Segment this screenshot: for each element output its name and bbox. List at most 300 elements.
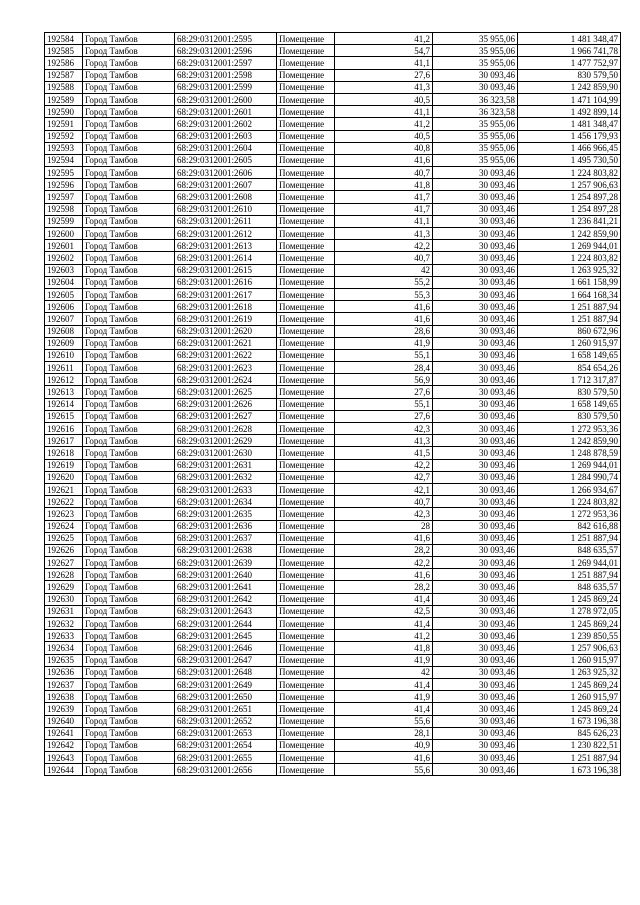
cadastral-value-cell: 1 257 906,63: [518, 642, 621, 654]
table-row: [45, 93, 621, 105]
object-type-cell: Помещение: [277, 33, 335, 45]
district-cell: Город Тамбов: [83, 374, 175, 386]
area-cell: 55,1: [335, 398, 433, 410]
object-type-cell: Помещение: [277, 179, 335, 191]
district-cell: Город Тамбов: [83, 654, 175, 666]
table-row: [45, 264, 621, 276]
row-number-cell: 192628: [45, 569, 83, 581]
cadastral-value-cell: 1 492 899,14: [518, 106, 621, 118]
row-number-cell: 192635: [45, 654, 83, 666]
area-cell: 28: [335, 520, 433, 532]
table-row: [45, 81, 621, 93]
district-cell: Город Тамбов: [83, 703, 175, 715]
table-row: [45, 764, 621, 776]
district-cell: Город Тамбов: [83, 630, 175, 642]
cadastral-number-cell: 68:29:0312001:2599: [175, 81, 277, 93]
table-row: [45, 630, 621, 642]
cadastral-number-cell: 68:29:0312001:2610: [175, 203, 277, 215]
table-row: [45, 130, 621, 142]
table-row: [45, 228, 621, 240]
area-cell: 28,2: [335, 581, 433, 593]
area-cell: 28,2: [335, 544, 433, 556]
district-cell: Город Тамбов: [83, 154, 175, 166]
table-body: [45, 33, 621, 776]
cadastral-value-cell: 848 635,57: [518, 544, 621, 556]
cadastral-number-cell: 68:29:0312001:2600: [175, 93, 277, 105]
row-number-cell: 192643: [45, 752, 83, 764]
district-cell: Город Тамбов: [83, 459, 175, 471]
table-row: [45, 459, 621, 471]
row-number-cell: 192590: [45, 106, 83, 118]
district-cell: Город Тамбов: [83, 191, 175, 203]
table-row: [45, 447, 621, 459]
table-row: [45, 508, 621, 520]
object-type-cell: Помещение: [277, 666, 335, 678]
area-cell: 41,4: [335, 618, 433, 630]
area-cell: 41,1: [335, 106, 433, 118]
district-cell: Город Тамбов: [83, 581, 175, 593]
table-row: [45, 179, 621, 191]
object-type-cell: Помещение: [277, 374, 335, 386]
cadastral-number-cell: 68:29:0312001:2645: [175, 630, 277, 642]
specific-value-cell: 30 093,46: [433, 678, 518, 690]
table-row: [45, 203, 621, 215]
area-cell: 41,3: [335, 81, 433, 93]
object-type-cell: Помещение: [277, 386, 335, 398]
row-number-cell: 192642: [45, 739, 83, 751]
area-cell: 54,7: [335, 45, 433, 57]
cadastral-number-cell: 68:29:0312001:2621: [175, 337, 277, 349]
cadastral-number-cell: 68:29:0312001:2614: [175, 252, 277, 264]
cadastral-number-cell: 68:29:0312001:2631: [175, 459, 277, 471]
district-cell: Город Тамбов: [83, 106, 175, 118]
area-cell: 41,6: [335, 569, 433, 581]
row-number-cell: 192587: [45, 69, 83, 81]
area-cell: 41,8: [335, 642, 433, 654]
object-type-cell: Помещение: [277, 423, 335, 435]
specific-value-cell: 30 093,46: [433, 764, 518, 776]
district-cell: Город Тамбов: [83, 69, 175, 81]
area-cell: 27,6: [335, 69, 433, 81]
table-row: [45, 618, 621, 630]
district-cell: Город Тамбов: [83, 678, 175, 690]
cadastral-number-cell: 68:29:0312001:2617: [175, 288, 277, 300]
district-cell: Город Тамбов: [83, 642, 175, 654]
area-cell: 55,6: [335, 764, 433, 776]
district-cell: Город Тамбов: [83, 264, 175, 276]
row-number-cell: 192637: [45, 678, 83, 690]
cadastral-number-cell: 68:29:0312001:2637: [175, 532, 277, 544]
cadastral-value-cell: 1 481 348,47: [518, 33, 621, 45]
object-type-cell: Помещение: [277, 618, 335, 630]
district-cell: Город Тамбов: [83, 228, 175, 240]
district-cell: Город Тамбов: [83, 130, 175, 142]
object-type-cell: Помещение: [277, 191, 335, 203]
table-row: [45, 288, 621, 300]
cadastral-value-cell: 1 251 887,94: [518, 569, 621, 581]
district-cell: Город Тамбов: [83, 337, 175, 349]
table-row: [45, 69, 621, 81]
object-type-cell: Помещение: [277, 593, 335, 605]
table-row: [45, 423, 621, 435]
specific-value-cell: 30 093,46: [433, 374, 518, 386]
cadastral-number-cell: 68:29:0312001:2654: [175, 739, 277, 751]
cadastral-number-cell: 68:29:0312001:2638: [175, 544, 277, 556]
object-type-cell: Помещение: [277, 471, 335, 483]
table-row: [45, 374, 621, 386]
object-type-cell: Помещение: [277, 410, 335, 422]
cadastral-value-cell: 1 471 104,99: [518, 93, 621, 105]
object-type-cell: Помещение: [277, 459, 335, 471]
cadastral-value-cell: 1 230 822,51: [518, 739, 621, 751]
table-row: [45, 678, 621, 690]
cadastral-value-cell: 1 251 887,94: [518, 301, 621, 313]
area-cell: 56,9: [335, 374, 433, 386]
row-number-cell: 192605: [45, 288, 83, 300]
district-cell: Город Тамбов: [83, 45, 175, 57]
object-type-cell: Помещение: [277, 45, 335, 57]
table-row: [45, 435, 621, 447]
district-cell: Город Тамбов: [83, 142, 175, 154]
cadastral-number-cell: 68:29:0312001:2648: [175, 666, 277, 678]
cadastral-value-cell: 1 245 869,24: [518, 703, 621, 715]
row-number-cell: 192597: [45, 191, 83, 203]
table-row: [45, 569, 621, 581]
row-number-cell: 192633: [45, 630, 83, 642]
area-cell: 41,6: [335, 154, 433, 166]
row-number-cell: 192584: [45, 33, 83, 45]
specific-value-cell: 30 093,46: [433, 459, 518, 471]
row-number-cell: 192641: [45, 727, 83, 739]
row-number-cell: 192586: [45, 57, 83, 69]
district-cell: Город Тамбов: [83, 118, 175, 130]
specific-value-cell: 30 093,46: [433, 337, 518, 349]
area-cell: 41,6: [335, 313, 433, 325]
area-cell: 41,1: [335, 57, 433, 69]
row-number-cell: 192599: [45, 215, 83, 227]
cadastral-value-cell: 1 260 915,97: [518, 654, 621, 666]
cadastral-value-cell: 1 658 149,65: [518, 398, 621, 410]
district-cell: Город Тамбов: [83, 764, 175, 776]
row-number-cell: 192616: [45, 423, 83, 435]
object-type-cell: Помещение: [277, 301, 335, 313]
cadastral-number-cell: 68:29:0312001:2616: [175, 276, 277, 288]
cadastral-number-cell: 68:29:0312001:2628: [175, 423, 277, 435]
cadastral-number-cell: 68:29:0312001:2644: [175, 618, 277, 630]
object-type-cell: Помещение: [277, 228, 335, 240]
district-cell: Город Тамбов: [83, 167, 175, 179]
object-type-cell: Помещение: [277, 447, 335, 459]
district-cell: Город Тамбов: [83, 57, 175, 69]
cadastral-number-cell: 68:29:0312001:2640: [175, 569, 277, 581]
cadastral-number-cell: 68:29:0312001:2656: [175, 764, 277, 776]
row-number-cell: 192585: [45, 45, 83, 57]
cadastral-number-cell: 68:29:0312001:2596: [175, 45, 277, 57]
row-number-cell: 192620: [45, 471, 83, 483]
cadastral-number-cell: 68:29:0312001:2636: [175, 520, 277, 532]
row-number-cell: 192609: [45, 337, 83, 349]
cadastral-number-cell: 68:29:0312001:2605: [175, 154, 277, 166]
row-number-cell: 192626: [45, 544, 83, 556]
area-cell: 27,6: [335, 410, 433, 422]
specific-value-cell: 30 093,46: [433, 544, 518, 556]
cadastral-value-cell: 1 254 897,28: [518, 203, 621, 215]
cadastral-value-cell: 830 579,50: [518, 69, 621, 81]
cadastral-value-cell: 1 673 196,38: [518, 764, 621, 776]
cadastral-number-cell: 68:29:0312001:2595: [175, 33, 277, 45]
district-cell: Город Тамбов: [83, 423, 175, 435]
cadastral-value-cell: 1 263 925,32: [518, 666, 621, 678]
district-cell: Город Тамбов: [83, 715, 175, 727]
specific-value-cell: 30 093,46: [433, 362, 518, 374]
table-row: [45, 483, 621, 495]
row-number-cell: 192618: [45, 447, 83, 459]
table-row: [45, 142, 621, 154]
object-type-cell: Помещение: [277, 57, 335, 69]
cadastral-value-cell: 1 272 953,36: [518, 508, 621, 520]
table-row: [45, 727, 621, 739]
specific-value-cell: 30 093,46: [433, 191, 518, 203]
cadastral-value-cell: 1 263 925,32: [518, 264, 621, 276]
cadastral-value-cell: 1 278 972,05: [518, 605, 621, 617]
specific-value-cell: 30 093,46: [433, 203, 518, 215]
specific-value-cell: 35 955,06: [433, 45, 518, 57]
specific-value-cell: 30 093,46: [433, 520, 518, 532]
specific-value-cell: 30 093,46: [433, 423, 518, 435]
specific-value-cell: 30 093,46: [433, 276, 518, 288]
specific-value-cell: 30 093,46: [433, 410, 518, 422]
row-number-cell: 192610: [45, 349, 83, 361]
cadastral-value-cell: 1 236 841,21: [518, 215, 621, 227]
area-cell: 41,9: [335, 654, 433, 666]
specific-value-cell: 30 093,46: [433, 703, 518, 715]
district-cell: Город Тамбов: [83, 508, 175, 520]
area-cell: 40,7: [335, 252, 433, 264]
row-number-cell: 192627: [45, 557, 83, 569]
cadastral-value-cell: 1 658 149,65: [518, 349, 621, 361]
area-cell: 42,7: [335, 471, 433, 483]
object-type-cell: Помещение: [277, 557, 335, 569]
area-cell: 55,6: [335, 715, 433, 727]
specific-value-cell: 30 093,46: [433, 581, 518, 593]
district-cell: Город Тамбов: [83, 618, 175, 630]
area-cell: 40,7: [335, 496, 433, 508]
object-type-cell: Помещение: [277, 203, 335, 215]
district-cell: Город Тамбов: [83, 362, 175, 374]
table-row: [45, 593, 621, 605]
row-number-cell: 192607: [45, 313, 83, 325]
specific-value-cell: 30 093,46: [433, 288, 518, 300]
cadastral-number-cell: 68:29:0312001:2653: [175, 727, 277, 739]
district-cell: Город Тамбов: [83, 386, 175, 398]
cadastral-value-cell: 1 245 869,24: [518, 593, 621, 605]
row-number-cell: 192614: [45, 398, 83, 410]
cadastral-number-cell: 68:29:0312001:2598: [175, 69, 277, 81]
table-row: [45, 33, 621, 45]
area-cell: 28,1: [335, 727, 433, 739]
cadastral-number-cell: 68:29:0312001:2635: [175, 508, 277, 520]
area-cell: 41,7: [335, 191, 433, 203]
area-cell: 41,4: [335, 593, 433, 605]
row-number-cell: 192611: [45, 362, 83, 374]
table-row: [45, 118, 621, 130]
area-cell: 41,6: [335, 752, 433, 764]
area-cell: 41,9: [335, 337, 433, 349]
district-cell: Город Тамбов: [83, 691, 175, 703]
cadastral-number-cell: 68:29:0312001:2630: [175, 447, 277, 459]
object-type-cell: Помещение: [277, 142, 335, 154]
table-row: [45, 520, 621, 532]
cadastral-number-cell: 68:29:0312001:2618: [175, 301, 277, 313]
row-number-cell: 192595: [45, 167, 83, 179]
district-cell: Город Тамбов: [83, 203, 175, 215]
district-cell: Город Тамбов: [83, 605, 175, 617]
row-number-cell: 192636: [45, 666, 83, 678]
table-row: [45, 715, 621, 727]
table-row: [45, 654, 621, 666]
object-type-cell: Помещение: [277, 727, 335, 739]
cadastral-value-cell: 842 616,88: [518, 520, 621, 532]
specific-value-cell: 30 093,46: [433, 69, 518, 81]
area-cell: 41,6: [335, 532, 433, 544]
area-cell: 42,2: [335, 557, 433, 569]
object-type-cell: Помещение: [277, 654, 335, 666]
table-row: [45, 496, 621, 508]
object-type-cell: Помещение: [277, 154, 335, 166]
cadastral-value-cell: 1 251 887,94: [518, 532, 621, 544]
specific-value-cell: 30 093,46: [433, 496, 518, 508]
row-number-cell: 192596: [45, 179, 83, 191]
cadastral-value-cell: 1 664 168,34: [518, 288, 621, 300]
cadastral-number-cell: 68:29:0312001:2633: [175, 483, 277, 495]
area-cell: 40,5: [335, 93, 433, 105]
district-cell: Город Тамбов: [83, 179, 175, 191]
specific-value-cell: 30 093,46: [433, 325, 518, 337]
cadastral-number-cell: 68:29:0312001:2622: [175, 349, 277, 361]
area-cell: 28,6: [335, 325, 433, 337]
area-cell: 41,3: [335, 435, 433, 447]
row-number-cell: 192622: [45, 496, 83, 508]
cadastral-value-cell: 830 579,50: [518, 386, 621, 398]
object-type-cell: Помещение: [277, 739, 335, 751]
specific-value-cell: 30 093,46: [433, 752, 518, 764]
specific-value-cell: 30 093,46: [433, 252, 518, 264]
cadastral-number-cell: 68:29:0312001:2632: [175, 471, 277, 483]
specific-value-cell: 30 093,46: [433, 398, 518, 410]
object-type-cell: Помещение: [277, 544, 335, 556]
row-number-cell: 192615: [45, 410, 83, 422]
table-row: [45, 471, 621, 483]
object-type-cell: Помещение: [277, 508, 335, 520]
row-number-cell: 192598: [45, 203, 83, 215]
specific-value-cell: 30 093,46: [433, 179, 518, 191]
area-cell: 42,1: [335, 483, 433, 495]
area-cell: 41,9: [335, 691, 433, 703]
table-row: [45, 581, 621, 593]
cadastral-value-cell: 1 224 803,82: [518, 496, 621, 508]
specific-value-cell: 30 093,46: [433, 228, 518, 240]
table-row: [45, 313, 621, 325]
cadastral-value-cell: 1 251 887,94: [518, 313, 621, 325]
district-cell: Город Тамбов: [83, 81, 175, 93]
object-type-cell: Помещение: [277, 715, 335, 727]
specific-value-cell: 30 093,46: [433, 630, 518, 642]
cadastral-number-cell: 68:29:0312001:2612: [175, 228, 277, 240]
row-number-cell: 192621: [45, 483, 83, 495]
specific-value-cell: 30 093,46: [433, 654, 518, 666]
object-type-cell: Помещение: [277, 264, 335, 276]
district-cell: Город Тамбов: [83, 33, 175, 45]
object-type-cell: Помещение: [277, 520, 335, 532]
specific-value-cell: 30 093,46: [433, 447, 518, 459]
row-number-cell: 192630: [45, 593, 83, 605]
table-row: [45, 240, 621, 252]
cadastral-value-cell: 1 456 179,93: [518, 130, 621, 142]
cadastral-value-cell: 1 224 803,82: [518, 252, 621, 264]
object-type-cell: Помещение: [277, 691, 335, 703]
table-row: [45, 167, 621, 179]
table-row: [45, 557, 621, 569]
district-cell: Город Тамбов: [83, 544, 175, 556]
row-number-cell: 192602: [45, 252, 83, 264]
table-row: [45, 642, 621, 654]
object-type-cell: Помещение: [277, 81, 335, 93]
district-cell: Город Тамбов: [83, 532, 175, 544]
object-type-cell: Помещение: [277, 215, 335, 227]
object-type-cell: Помещение: [277, 483, 335, 495]
area-cell: 55,1: [335, 349, 433, 361]
object-type-cell: Помещение: [277, 349, 335, 361]
area-cell: 41,1: [335, 215, 433, 227]
table-row: [45, 398, 621, 410]
cadastral-number-cell: 68:29:0312001:2634: [175, 496, 277, 508]
cadastral-number-cell: 68:29:0312001:2649: [175, 678, 277, 690]
cadastral-value-cell: 1 242 859,90: [518, 435, 621, 447]
row-number-cell: 192608: [45, 325, 83, 337]
area-cell: 42,2: [335, 459, 433, 471]
district-cell: Город Тамбов: [83, 240, 175, 252]
object-type-cell: Помещение: [277, 93, 335, 105]
area-cell: 42: [335, 264, 433, 276]
area-cell: 40,8: [335, 142, 433, 154]
specific-value-cell: 30 093,46: [433, 691, 518, 703]
row-number-cell: 192638: [45, 691, 83, 703]
district-cell: Город Тамбов: [83, 410, 175, 422]
table-row: [45, 349, 621, 361]
object-type-cell: Помещение: [277, 752, 335, 764]
specific-value-cell: 36 323,58: [433, 106, 518, 118]
table-row: [45, 739, 621, 751]
cadastral-value-cell: 1 251 887,94: [518, 752, 621, 764]
row-number-cell: 192589: [45, 93, 83, 105]
area-cell: 41,4: [335, 703, 433, 715]
cadastral-value-cell: 1 661 158,99: [518, 276, 621, 288]
row-number-cell: 192603: [45, 264, 83, 276]
cadastral-value-cell: 1 248 878,59: [518, 447, 621, 459]
area-cell: 42,2: [335, 240, 433, 252]
object-type-cell: Помещение: [277, 605, 335, 617]
specific-value-cell: 30 093,46: [433, 618, 518, 630]
cadastral-number-cell: 68:29:0312001:2642: [175, 593, 277, 605]
cadastral-value-cell: 1 257 906,63: [518, 179, 621, 191]
district-cell: Город Тамбов: [83, 483, 175, 495]
cadastral-number-cell: 68:29:0312001:2643: [175, 605, 277, 617]
row-number-cell: 192601: [45, 240, 83, 252]
row-number-cell: 192623: [45, 508, 83, 520]
cadastral-value-cell: 1 495 730,50: [518, 154, 621, 166]
district-cell: Город Тамбов: [83, 752, 175, 764]
area-cell: 41,2: [335, 33, 433, 45]
